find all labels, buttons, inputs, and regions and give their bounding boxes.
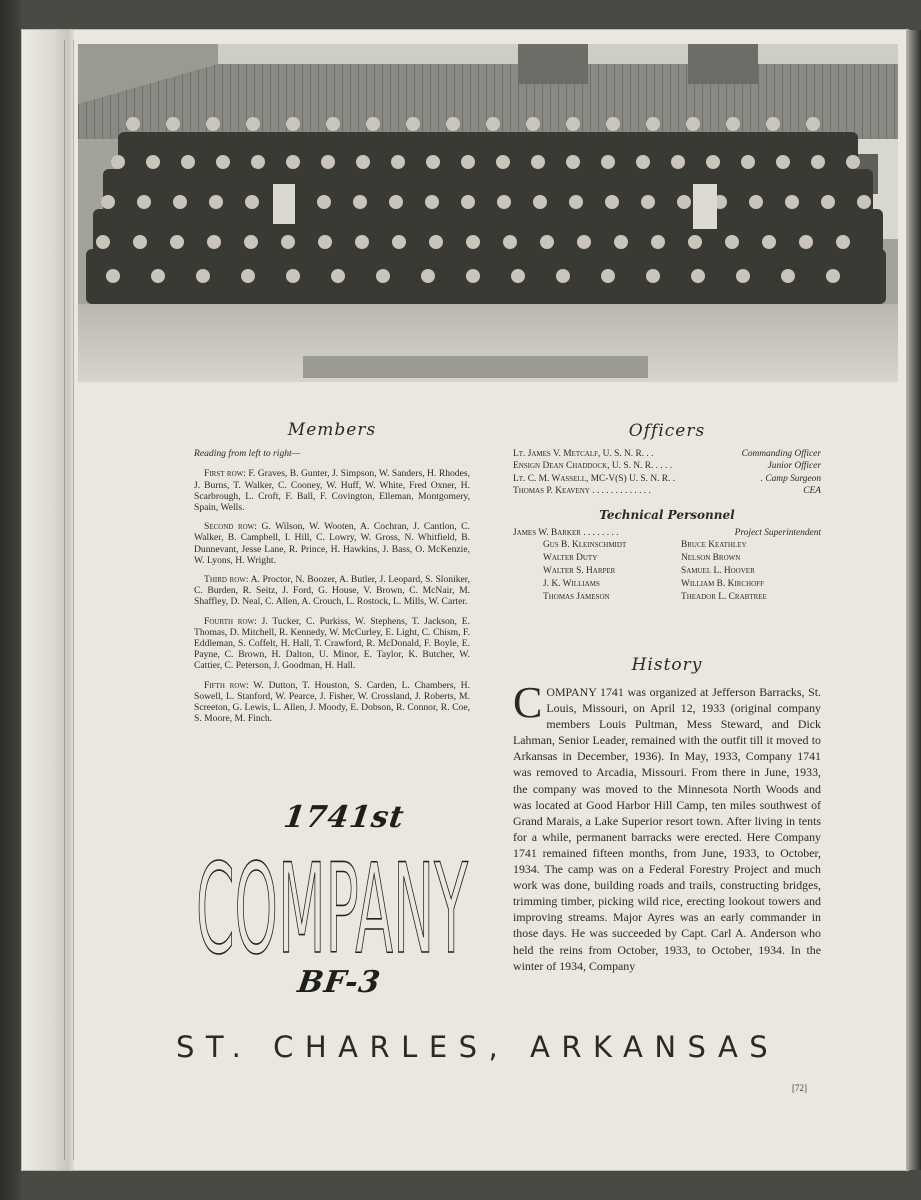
tech-person: Bruce Keathley xyxy=(681,540,747,551)
company-number: 1741st xyxy=(281,800,407,835)
officer-row xyxy=(513,460,821,472)
officer-role: CEA xyxy=(803,485,821,496)
officer-row xyxy=(513,448,821,460)
tech-person: Walter Duty xyxy=(543,553,598,564)
tech-person: Theador L. Crabtree xyxy=(681,592,767,603)
row-names: : F. Graves, B. Gunter, J. Simpson, W. Sanders, H. Rhodes, J. Burns, T. Walker, C. Cooney, W. Huff, W. White, Fred Oxner, H. Scarbrough, L. Croft, F. Ball, F. Covington, Elleman, Montgomery, Spain, Wells. xyxy=(194,468,470,514)
members-section xyxy=(194,420,470,732)
row-names: : A. Proctor, N. Boozer, A. Butler, J. Leopard, S. Sloniker, C. Burden, R. Seitz, J. Ford, G. House, V. Brown, C. McNair, M. Shaffley, D. Neal, C. Allen, A. Crouch, L. Rostock, L. Mills, W. Carter. xyxy=(194,574,470,608)
members-heading: Members xyxy=(287,420,377,440)
superintendent-name: James W. Barker . . . . . . . . xyxy=(513,528,619,539)
history-dropcap: C xyxy=(513,678,543,727)
officer-row xyxy=(513,485,821,497)
tech-person: William B. Kirchoff xyxy=(681,579,764,590)
row-label: Fourth row xyxy=(204,615,255,627)
officer-role: Commanding Officer xyxy=(741,449,821,460)
binding-lines xyxy=(64,40,74,1160)
reading-note: Reading from left to right— xyxy=(194,448,301,460)
members-row-5 xyxy=(194,680,470,725)
row-names: : J. Tucker, C. Purkiss, W. Stephens, T. Jackson, E. Thomas, D. Mitchell, R. Kennedy, W. McCurley, E. Light, C. Chism, F. Eddleman, S. Coffelt, H. Hall, T. Crawford, R. McDonald, F. Boyle, E. Payne, C. Brown, H. Dalton, U. Minor, E. Taylor, K. Butcher, W. Cattier, C. Peterson, J. Goodman, H. Hall. xyxy=(194,615,470,672)
members-row-2 xyxy=(194,521,470,566)
members-row-1 xyxy=(194,468,470,513)
page-number: [72] xyxy=(792,1083,807,1093)
group-photo xyxy=(78,44,898,382)
camp-code: BF-3 xyxy=(295,965,384,1000)
officer-role: . Camp Surgeon xyxy=(760,473,821,484)
members-row-3 xyxy=(194,574,470,608)
row-label: Third row xyxy=(204,574,246,586)
tech-person: Samuel L. Hoover xyxy=(681,566,755,577)
technical-personnel-heading: Technical Personnel xyxy=(599,508,735,523)
technical-personnel-list xyxy=(543,539,821,604)
row-names: : W. Dutton, T. Houston, S. Carden, L. Chambers, H. Sowell, L. Stanford, W. Pearce, J. Fisher, W. Crossland, J. Roberts, M. Screeton, G. Lewis, L. Allen, J. Moody, E. Dobson, R. Connor, R. Coe, S. Moore, M. Finch. xyxy=(194,679,470,725)
officers-heading: Officers xyxy=(628,421,706,441)
tech-person: Nelson Brown xyxy=(681,553,741,564)
row-label: Second row xyxy=(204,521,255,533)
history-text xyxy=(513,678,821,974)
officer-name: Lt. C. M. Wassell, MC-V(S) U. S. N. R. . xyxy=(513,473,676,484)
officer-role: Junior Officer xyxy=(767,461,821,472)
tech-person: Thomas Jameson xyxy=(543,592,610,603)
company-title xyxy=(194,848,470,960)
tech-person: J. K. Williams xyxy=(543,579,600,590)
officer-name: Lt. James V. Metcalf, U. S. N. R. . . xyxy=(513,449,654,460)
officer-name: Thomas P. Keaveny . . . . . . . . . . . . . xyxy=(513,485,651,496)
tech-person: Walter S. Harper xyxy=(543,566,616,577)
next-page-edge xyxy=(906,30,921,1170)
location-title: ST. CHARLES, ARKANSAS xyxy=(176,1030,780,1064)
officers-section xyxy=(513,421,821,604)
superintendent-role: Project Superintendent xyxy=(734,528,821,539)
row-label: Fifth row xyxy=(204,679,246,691)
group-photo-image xyxy=(78,44,898,382)
row-names: : G. Wilson, W. Wooten, A. Cochran, J. Cantlon, C. Walker, B. Campbell, I. Hill, C. Lowry, W. Gross, N. Whitfield, B. Dunnevant, Jesse Lane, R. Prince, H. Hawkins, J. Bass, O. McKenzie, W. Lyons, H. Wright. xyxy=(194,521,470,566)
company-word: COMPANY xyxy=(196,848,469,960)
officer-row xyxy=(513,473,821,485)
superintendent-row xyxy=(513,527,821,539)
officer-name: Ensign Dean Chaddock, U. S. N. R. . . . . xyxy=(513,461,673,472)
members-row-4 xyxy=(194,616,470,672)
tech-person: Gus B. Kleinschmidt xyxy=(543,540,627,551)
history-heading: History xyxy=(631,655,703,675)
history-body: OMPANY 1741 was organized at Jefferson Barracks, St. Louis, Missouri, on April 12, 1933 (original company members Louis Pultman, Mess Steward, and Dick Lahman, Senior Leader, remained with the outfit till it moved to Arkansas in December, 1936). In May, 1933, Company 1741 was removed to Arcadia, Missouri. From there in June, 1933, the company was moved to the Minnesota North Woods and was located at Good Harbor Hill Camp, ten miles southwest of Grand Marais, a Lake Superior resort town. After living in tents for a while, permanent barracks were erected. Here Company 1741 remained fifteen months, from June, 1933, to October, 1934. The camp was on a Federal Forestry Project and much work was done, building roads and trails, constructing bridges, trimming timber, picking wild rice, erecting lookout towers and improving streams. Major Ayres was an early commander in those days. He was succeeded by Capt. Carl A. Anderson who held the reins from October, 1933, to October, 1934. In the winter of 1934, Company xyxy=(513,685,821,973)
row-label: First row xyxy=(204,468,244,480)
